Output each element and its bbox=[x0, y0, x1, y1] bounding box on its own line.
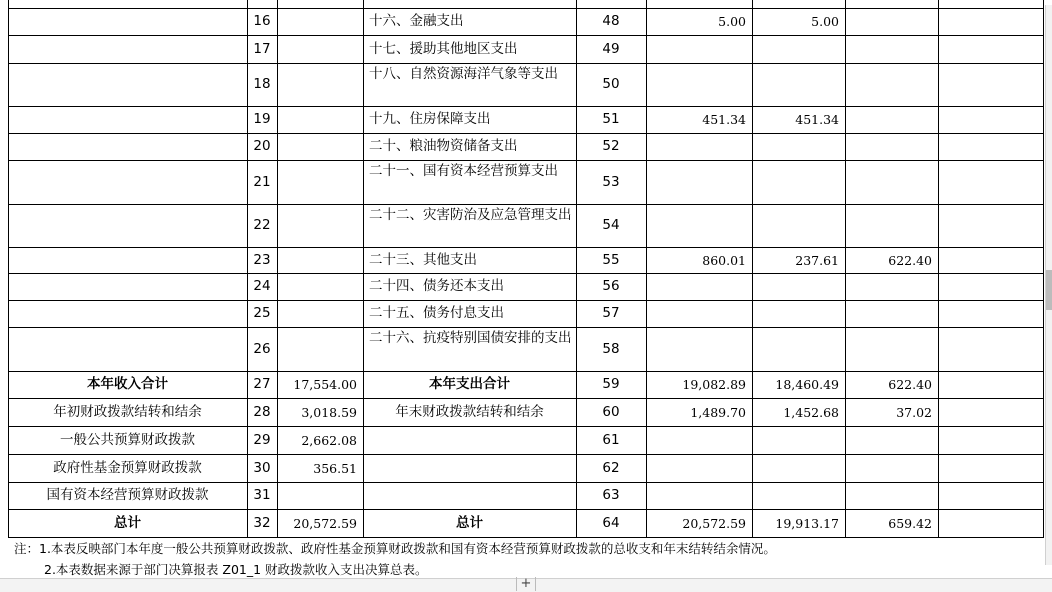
income-item-label bbox=[8, 63, 247, 106]
row-number-right: 49 bbox=[602, 40, 620, 57]
basic-expenditure bbox=[752, 35, 845, 63]
row-number-right: 51 bbox=[602, 111, 620, 127]
row-number-left: 32 bbox=[253, 514, 271, 531]
row-number-right: 59 bbox=[602, 376, 620, 392]
basic-expenditure bbox=[752, 482, 845, 509]
expenditure-item-label bbox=[363, 482, 576, 509]
blank-cell bbox=[938, 35, 1043, 63]
project-expenditure bbox=[845, 426, 938, 454]
expenditure-item-label bbox=[363, 426, 576, 454]
expenditure-item-label: 十九、住房保障支出 bbox=[369, 111, 491, 127]
basic-expenditure bbox=[752, 327, 845, 371]
expenditure-item-label: 二十二、灾害防治及应急管理支出 bbox=[369, 207, 572, 223]
expenditure-total bbox=[646, 160, 752, 204]
row-number-left: 16 bbox=[253, 13, 271, 29]
project-expenditure bbox=[845, 63, 938, 106]
expenditure-total bbox=[646, 35, 752, 63]
basic-expenditure: 18,460.49 bbox=[775, 377, 839, 392]
blank-cell bbox=[938, 204, 1043, 247]
row-border bbox=[8, 454, 1044, 455]
blank-cell bbox=[938, 454, 1043, 482]
row-border bbox=[8, 247, 1044, 248]
row-border bbox=[8, 204, 1044, 205]
row-number-left: 19 bbox=[253, 111, 271, 127]
blank-cell bbox=[938, 160, 1043, 204]
basic-expenditure bbox=[752, 454, 845, 482]
blank-cell bbox=[938, 398, 1043, 426]
basic-expenditure: 1,452.68 bbox=[783, 404, 839, 420]
project-expenditure bbox=[845, 273, 938, 300]
column-border bbox=[277, 0, 278, 537]
blank-cell bbox=[938, 133, 1043, 160]
row-border bbox=[8, 371, 1044, 372]
row-border bbox=[8, 273, 1044, 274]
row-number-right: 54 bbox=[602, 217, 620, 233]
row-border bbox=[8, 160, 1044, 161]
expenditure-total bbox=[646, 300, 752, 327]
row-number-left: 20 bbox=[253, 138, 271, 154]
income-item-label bbox=[8, 8, 247, 35]
table-note-2: 2.本表数据来源于部门决算报表 Z01_1 财政拨款收入支出决算总表。 bbox=[44, 562, 428, 577]
row-border bbox=[8, 482, 1044, 483]
project-expenditure: 622.40 bbox=[888, 252, 932, 268]
row-number-right: 50 bbox=[602, 76, 620, 92]
column-border bbox=[247, 0, 248, 537]
row-number-left: 23 bbox=[253, 251, 271, 268]
row-border bbox=[8, 398, 1044, 399]
row-border bbox=[8, 509, 1044, 510]
income-item-label: 总计 bbox=[114, 514, 141, 531]
row-number-left: 25 bbox=[253, 305, 271, 321]
expenditure-total bbox=[646, 454, 752, 482]
expenditure-total: 451.34 bbox=[702, 112, 746, 127]
row-number-left: 24 bbox=[253, 278, 271, 294]
expenditure-item-label: 二十三、其他支出 bbox=[369, 251, 477, 268]
row-number-right: 58 bbox=[602, 340, 620, 357]
column-border bbox=[752, 0, 753, 537]
scrollbar-thumb[interactable] bbox=[1046, 270, 1052, 310]
blank-cell bbox=[938, 247, 1043, 273]
row-border bbox=[8, 8, 1044, 9]
income-item-label bbox=[8, 204, 247, 247]
expenditure-total bbox=[646, 327, 752, 371]
row-border bbox=[8, 63, 1044, 64]
income-item-label: 本年收入合计 bbox=[87, 376, 168, 392]
blank-cell bbox=[938, 63, 1043, 106]
row-number-left: 21 bbox=[253, 173, 271, 190]
income-amount bbox=[277, 133, 363, 160]
basic-expenditure: 451.34 bbox=[795, 112, 839, 127]
row-border bbox=[8, 327, 1044, 328]
income-item-label bbox=[8, 133, 247, 160]
income-item-label: 政府性基金预算财政拨款 bbox=[53, 459, 202, 476]
income-amount bbox=[277, 300, 363, 327]
add-sheet-button[interactable]: + bbox=[516, 577, 536, 591]
basic-expenditure: 237.61 bbox=[795, 252, 839, 268]
expenditure-item-label: 十六、金融支出 bbox=[369, 13, 464, 29]
expenditure-total bbox=[646, 133, 752, 160]
blank-cell bbox=[938, 482, 1043, 509]
expenditure-total bbox=[646, 63, 752, 106]
row-number-right: 62 bbox=[602, 459, 620, 476]
income-item-label bbox=[8, 247, 247, 273]
income-amount: 2,662.08 bbox=[301, 432, 357, 448]
basic-expenditure: 19,913.17 bbox=[775, 515, 839, 531]
row-number-left: 26 bbox=[253, 340, 271, 357]
income-item-label bbox=[8, 106, 247, 133]
income-item-label bbox=[8, 273, 247, 300]
project-expenditure: 622.40 bbox=[888, 377, 932, 392]
basic-expenditure bbox=[752, 273, 845, 300]
income-amount: 3,018.59 bbox=[301, 404, 357, 420]
basic-expenditure bbox=[752, 426, 845, 454]
column-border bbox=[363, 0, 364, 537]
basic-expenditure bbox=[752, 160, 845, 204]
expenditure-item-label: 本年支出合计 bbox=[429, 376, 510, 392]
expenditure-total: 19,082.89 bbox=[682, 377, 746, 392]
income-amount bbox=[277, 160, 363, 204]
blank-cell bbox=[938, 8, 1043, 35]
row-number-right: 60 bbox=[602, 403, 620, 420]
row-number-right: 56 bbox=[602, 278, 620, 294]
blank-cell bbox=[938, 426, 1043, 454]
project-expenditure bbox=[845, 327, 938, 371]
expenditure-item-label: 二十六、抗疫特别国债安排的支出 bbox=[369, 330, 572, 346]
row-border bbox=[8, 35, 1044, 36]
blank-cell bbox=[938, 327, 1043, 371]
column-border bbox=[938, 0, 939, 537]
expenditure-item-label: 十八、自然资源海洋气象等支出 bbox=[369, 66, 558, 82]
row-number-left: 31 bbox=[253, 487, 271, 503]
row-border bbox=[8, 106, 1044, 107]
project-expenditure bbox=[845, 106, 938, 133]
column-border bbox=[845, 0, 846, 537]
row-number-right: 48 bbox=[602, 13, 620, 29]
blank-cell bbox=[938, 106, 1043, 133]
project-expenditure bbox=[845, 482, 938, 509]
row-number-right: 52 bbox=[602, 138, 620, 154]
row-number-right: 55 bbox=[602, 251, 620, 268]
blank-cell bbox=[938, 300, 1043, 327]
income-amount bbox=[277, 8, 363, 35]
expenditure-item-label: 十七、援助其他地区支出 bbox=[369, 40, 518, 57]
row-number-right: 53 bbox=[602, 173, 620, 190]
project-expenditure bbox=[845, 300, 938, 327]
row-number-left: 28 bbox=[253, 403, 271, 420]
basic-expenditure bbox=[752, 133, 845, 160]
row-number-left: 30 bbox=[253, 459, 271, 476]
column-border bbox=[646, 0, 647, 537]
row-border bbox=[8, 537, 1044, 538]
expenditure-item-label bbox=[363, 454, 576, 482]
income-amount bbox=[277, 106, 363, 133]
project-expenditure bbox=[845, 204, 938, 247]
income-item-label bbox=[8, 160, 247, 204]
column-border bbox=[576, 0, 577, 537]
income-item-label bbox=[8, 327, 247, 371]
expenditure-item-label: 二十、粮油物资储备支出 bbox=[369, 138, 518, 154]
row-number-left: 29 bbox=[253, 431, 271, 448]
column-border bbox=[8, 0, 9, 537]
row-number-left: 17 bbox=[253, 40, 271, 57]
income-amount bbox=[277, 247, 363, 273]
expenditure-item-label: 二十五、债务付息支出 bbox=[369, 305, 504, 321]
blank-cell bbox=[938, 273, 1043, 300]
income-amount bbox=[277, 327, 363, 371]
income-amount: 356.51 bbox=[313, 460, 357, 476]
income-item-label bbox=[8, 35, 247, 63]
basic-expenditure bbox=[752, 63, 845, 106]
row-border bbox=[8, 426, 1044, 427]
project-expenditure bbox=[845, 160, 938, 204]
expenditure-total: 860.01 bbox=[702, 252, 746, 268]
row-number-right: 63 bbox=[602, 487, 620, 503]
expenditure-item-label: 二十一、国有资本经营预算支出 bbox=[369, 163, 558, 179]
expenditure-total bbox=[646, 273, 752, 300]
project-expenditure bbox=[845, 8, 938, 35]
basic-expenditure bbox=[752, 300, 845, 327]
income-amount bbox=[277, 35, 363, 63]
expenditure-total: 1,489.70 bbox=[690, 404, 746, 420]
income-item-label: 一般公共预算财政拨款 bbox=[60, 431, 195, 448]
basic-expenditure: 5.00 bbox=[811, 14, 839, 29]
blank-cell bbox=[938, 509, 1043, 537]
income-amount: 20,572.59 bbox=[293, 515, 357, 531]
project-expenditure bbox=[845, 454, 938, 482]
row-number-left: 22 bbox=[253, 217, 271, 233]
income-amount bbox=[277, 482, 363, 509]
table-note-1: 注：1.本表反映部门本年度一般公共预算财政拨款、政府性基金预算财政拨款和国有资本经营预算财政拨款的总收支和年末结转结余情况。 bbox=[14, 541, 776, 556]
blank-cell bbox=[938, 371, 1043, 398]
basic-expenditure bbox=[752, 204, 845, 247]
income-item-label bbox=[8, 300, 247, 327]
expenditure-total: 5.00 bbox=[718, 14, 746, 29]
expenditure-total bbox=[646, 204, 752, 247]
row-number-right: 64 bbox=[602, 514, 620, 531]
expenditure-total bbox=[646, 426, 752, 454]
row-number-right: 61 bbox=[602, 431, 620, 448]
income-item-label: 年初财政拨款结转和结余 bbox=[53, 403, 202, 420]
column-border bbox=[1043, 0, 1044, 537]
income-item-label: 国有资本经营预算财政拨款 bbox=[46, 487, 209, 503]
project-expenditure: 659.42 bbox=[888, 515, 932, 531]
row-number-left: 27 bbox=[253, 376, 271, 392]
expenditure-item-label: 年末财政拨款结转和结余 bbox=[395, 403, 544, 420]
project-expenditure bbox=[845, 133, 938, 160]
income-amount: 17,554.00 bbox=[293, 377, 357, 392]
expenditure-total bbox=[646, 482, 752, 509]
project-expenditure: 37.02 bbox=[896, 404, 932, 420]
row-number-left: 18 bbox=[253, 76, 271, 92]
income-amount bbox=[277, 63, 363, 106]
income-amount bbox=[277, 273, 363, 300]
income-amount bbox=[277, 204, 363, 247]
expenditure-item-label: 二十四、债务还本支出 bbox=[369, 278, 504, 294]
row-border bbox=[8, 133, 1044, 134]
row-border bbox=[8, 300, 1044, 301]
project-expenditure bbox=[845, 35, 938, 63]
expenditure-item-label: 总计 bbox=[456, 514, 483, 531]
row-number-right: 57 bbox=[602, 305, 620, 321]
expenditure-total: 20,572.59 bbox=[682, 515, 746, 531]
